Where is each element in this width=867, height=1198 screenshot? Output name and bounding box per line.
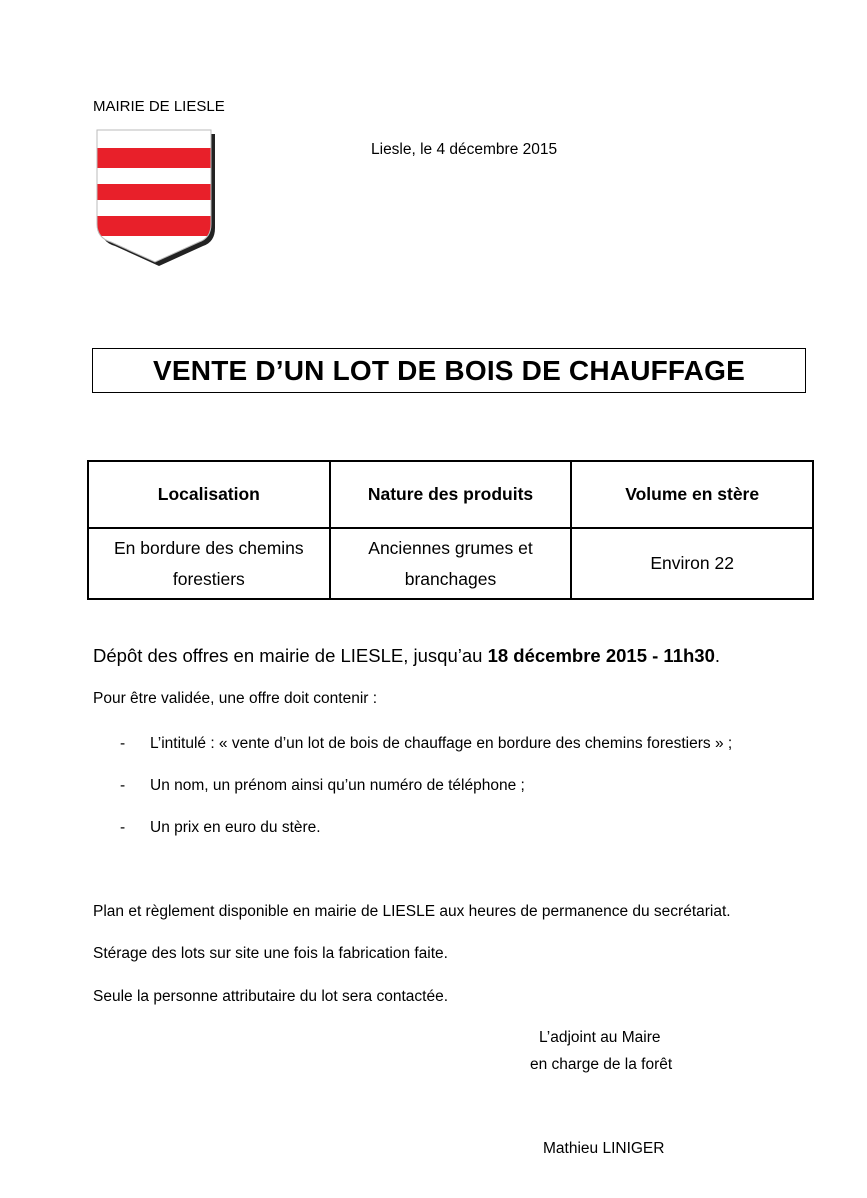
paragraph-plan: Plan et règlement disponible en mairie de LIESLE aux heures de permanence du secrétariat. [93, 903, 731, 920]
cell-nature-line1: Anciennes grumes et [368, 537, 533, 558]
depot-line [93, 645, 720, 667]
depot-end: . [714, 645, 720, 666]
mairie-label: MAIRIE DE LIESLE [93, 98, 225, 115]
depot-text: Dépôt des offres en mairie de LIESLE, jusqu’au [93, 645, 488, 666]
offer-item-contact: Un nom, un prénom ainsi qu’un numéro de téléphone ; [150, 777, 525, 794]
signature-role-line2: en charge de la forêt [530, 1056, 673, 1073]
cell-nature [330, 528, 572, 599]
table-header-row [88, 461, 813, 528]
cell-localisation [88, 528, 330, 599]
document-date: Liesle, le 4 décembre 2015 [371, 141, 558, 158]
bullet-dash: - [120, 777, 126, 794]
cell-localisation-line1: En bordure des chemins [113, 537, 304, 558]
lot-table [87, 460, 814, 600]
paragraph-contact: Seule la personne attributaire du lot sera contactée. [93, 988, 449, 1005]
coat-of-arms [93, 126, 217, 266]
offer-item-price: Un prix en euro du stère. [150, 819, 321, 836]
depot-deadline: 18 décembre 2015 - 11h30 [487, 645, 715, 666]
title-box [92, 348, 806, 393]
list-item [120, 777, 525, 795]
cell-nature-line2: branchages [404, 568, 497, 589]
bullet-dash: - [120, 819, 126, 836]
page-title: VENTE D’UN LOT DE BOIS DE CHAUFFAGE [153, 354, 745, 386]
header-volume: Volume en stère [571, 461, 813, 528]
cell-localisation-line2: forestiers [172, 568, 245, 589]
offer-item-title: L’intitulé : « vente d’un lot de bois de chauffage en bordure des chemins forestiers » ; [150, 735, 733, 752]
list-item [120, 819, 321, 837]
cell-volume: Environ 22 [571, 528, 813, 599]
offer-intro: Pour être validée, une offre doit contenir : [93, 690, 378, 707]
paragraph-sterage: Stérage des lots sur site une fois la fabrication faite. [93, 945, 448, 962]
signature-name: Mathieu LINIGER [543, 1140, 665, 1157]
header-localisation: Localisation [88, 461, 330, 528]
table-row [88, 528, 813, 599]
header-nature: Nature des produits [330, 461, 572, 528]
list-item [120, 735, 732, 753]
signature-role-line1: L’adjoint au Maire [539, 1029, 661, 1046]
bullet-dash: - [120, 735, 126, 752]
